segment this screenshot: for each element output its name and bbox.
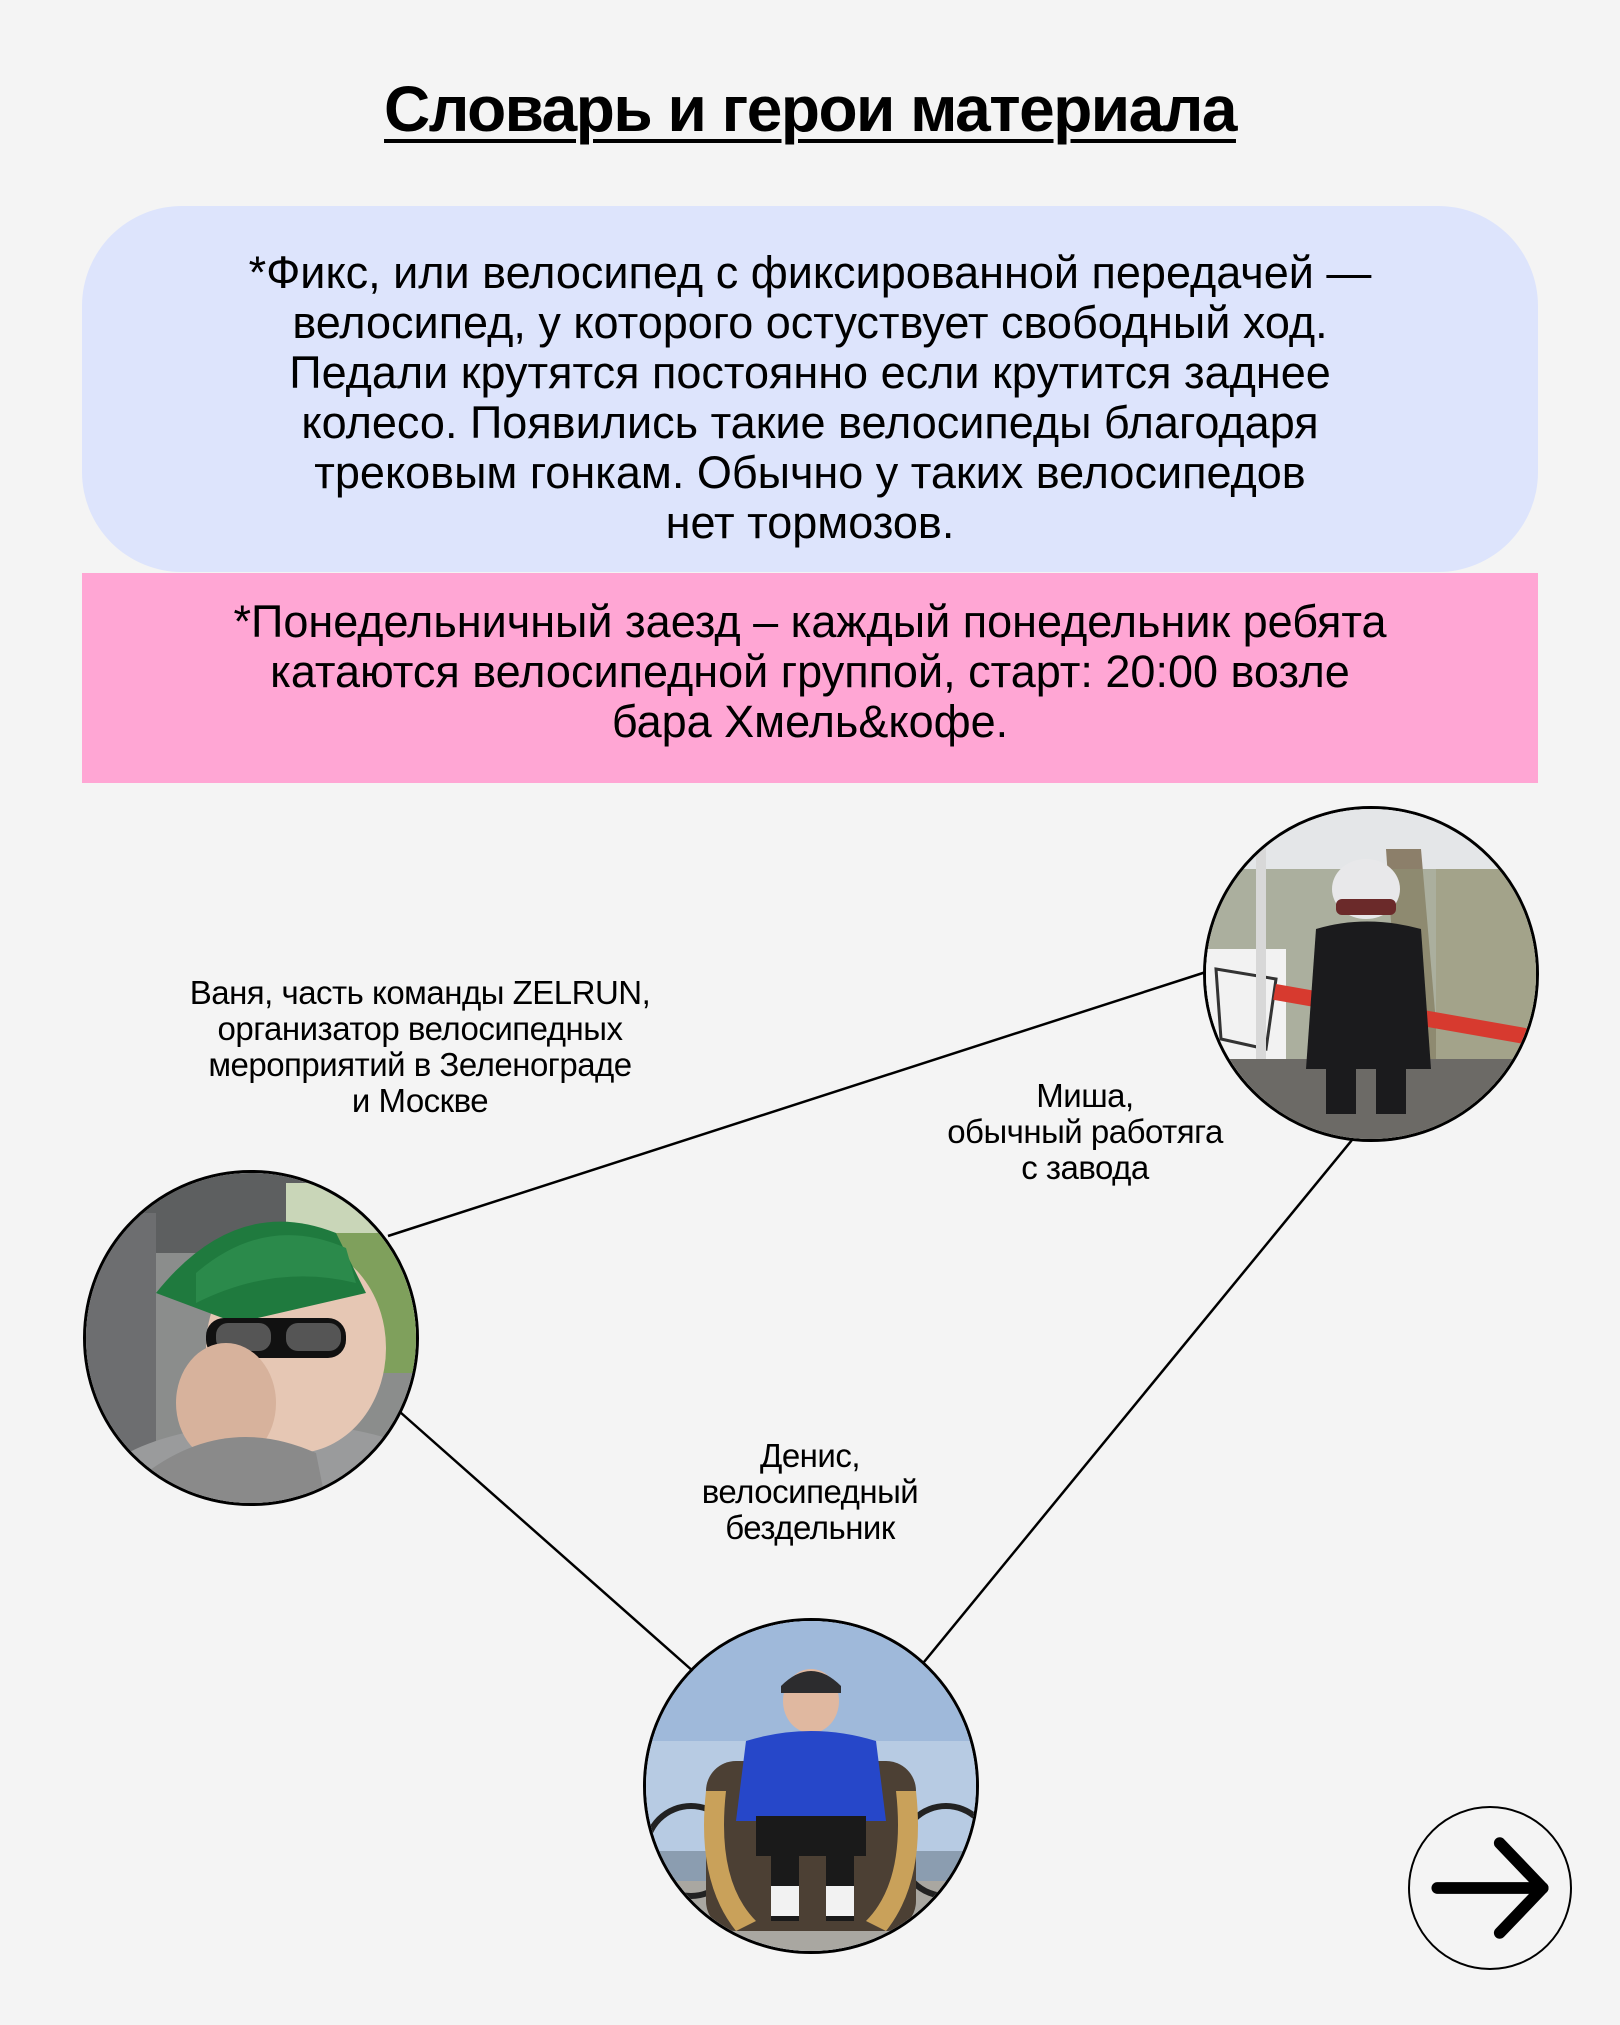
next-button[interactable] [1408,1806,1572,1970]
portrait-vanya-image [86,1173,416,1503]
hero-photo-vanya [83,1170,419,1506]
portrait-denis-image [646,1621,976,1951]
hero-caption-denis: Денис, велосипедный бездельник [701,1437,919,1546]
hero-caption-misha: Миша, обычный работяга с завода [947,1077,1223,1186]
glossary-fix-text: *Фикс, или велосипед с фиксированной передачей — велосипед, у которого остуствует свободный ход. Педали крутятся постоянно если крутится заднее колесо. Появились такие велосипеды благодаря трековым гонкам. Обычно у таких велосипедов нет тормозов. [248,247,1372,548]
arrow-right-icon [1410,1808,1570,1968]
connector-misha-denis [924,1140,1352,1662]
glossary-monday-ride-text: *Понедельничный заезд – каждый понедельник ребята катаются велосипедной группой, старт: 20:00 возле бара Хмель&кофе. [233,596,1387,747]
hero-caption-vanya: Ваня, часть команды ZELRUN, организатор велосипедных мероприятий в Зеленограде и Москве [189,974,651,1119]
hero-photo-denis [643,1618,979,1954]
page-title-text: Словарь и герои материала [384,73,1236,145]
